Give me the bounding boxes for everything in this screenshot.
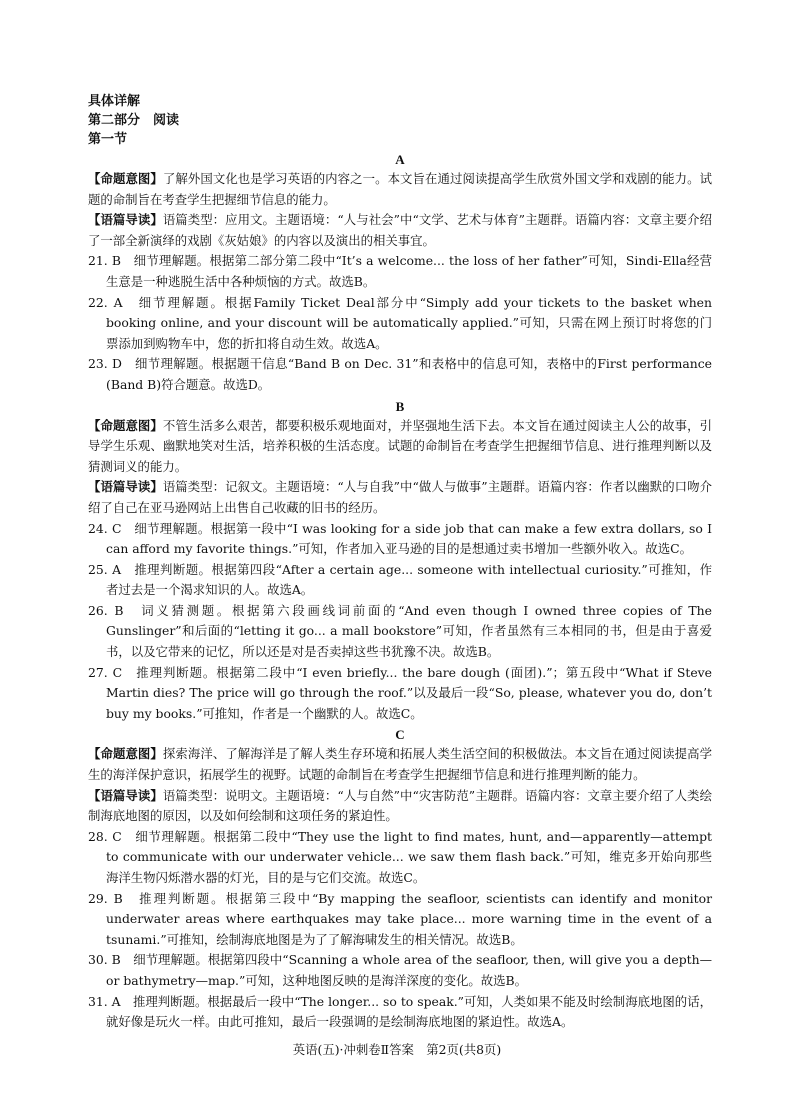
heading: 具体详解 [88,94,141,109]
intent-paragraph [88,416,712,478]
answer-item: 23. D 细节理解题。根据题干信息“Band B on Dec. 31”和表格中的信息可知，表格中的First performance (Band B)符合题意。故选D。 [88,356,712,392]
answer-item: 30. B 细节理解题。根据第四段中“Scanning a whole area of the seafloor, then, will give you a depth—or bathymetry—map.”可知，这种地图反映的是海洋深度的变化。故选B。 [88,952,712,988]
answer-item: 25. A 推理判断题。根据第四段“After a certain age... someone with intellectual curiosity.”可推知，作者过去是一个渴求知识的人。故选A。 [88,561,712,598]
intent-paragraph [88,169,712,210]
answer-item: 22. A 细节理解题。根据Family Ticket Deal部分中“Simply add your tickets to the basket when booking online, and your discount will be automatically applied.”可知，只需在网上预订时将您的门票添加到购物车中，您的折扣将自动生效。故选A。 [88,294,712,351]
section-title: 第一节 [88,132,128,147]
guide-tag: 【语篇导读】 [88,787,163,803]
answer-item: 24. C 细节理解题。根据第一段中“I was looking for a side job that can make a few extra dollars, so I can afford my favorite things.”可知，作者加入亚马逊的目的是想通过卖书增加一些额外收入。故选C。 [88,520,712,557]
intent-tag: 【命题意图】 [88,417,163,433]
intent-text: 了解外国文化也是学习英语的内容之一。本文旨在通过阅读提高学生欣赏外国文学和戏剧的能力。试题的命制旨在考查学生把握细节信息的能力。 [88,171,713,207]
intent-paragraph [88,744,712,785]
intent-text: 探索海洋、了解海洋是了解人类生存环境和拓展人类生活空间的积极做法。本文旨在通过阅读提高学生的海洋保护意识，拓展学生的视野。试题的命制旨在考查学生把握细节信息和进行推理判断的能力。 [88,746,713,783]
answer-item: 31. A 推理判断题。根据最后一段中“The longer... so to speak.”可知，人类如果不能及时绘制海底地图的话，就好像是玩火一样。由此可推知，最后一段强调的是绘制海底地图的紧迫性。故选A。 [88,993,712,1030]
guide-paragraph [88,786,712,827]
intent-tag: 【命题意图】 [88,171,163,186]
answer-item: 28. C 细节理解题。根据第二段中“They use the light to find mates, hunt, and—apparently—attempt to communicate with our underwater vehicle... we saw them flash back.”可知，维克多开始向那些海洋生物闪烁潜水器的灯光，目的是与它们交流。故选C。 [88,828,712,885]
answer-item: 27. C 推理判断题。根据第二段中“I even briefly... the bare dough (面团).”；第五段中“What if Steve Martin dies? The price will go through the roof.”以及最后一段“So, please, whatever you do, don’t buy my books.”可推知，作者是一个幽默的人。故选C。 [88,664,712,721]
passage-letter: B [395,398,405,414]
guide-text: 语篇类型：记叙文。主题语境：“人与自我”中“做人与做事”主题群。语篇内容：作者以幽默的口吻介绍了自己在亚马逊网站上出售自己收藏的旧书的经历。 [88,479,713,515]
passage-a [88,150,712,396]
passage-letter: C [395,727,405,743]
answer-item: 26. B 词义猜测题。根据第六段画线词前面的“And even though I owned three copies of The Gunslinger”和后面的“letting it go... a mall bookstore”可知，作者虽然有三本相同的书，但是由于喜爱书，以及它带来的记忆，所以还是对是否卖掉这些书犹豫不决。故选B。 [88,602,712,660]
answer-item: 29. B 推理判断题。根据第三段中“By mapping the seafloor, scientists can identify and monitor underwater areas where earthquakes may take place... more warning time in the event of a tsunami.”可推知，绘制海底地图是为了了解海啸发生的相关情况。故选B。 [88,890,712,947]
answer-item: 21. B 细节理解题。根据第二部分第二段中“It’s a welcome... the loss of her father”可知，Sindi-Ella经营生意是一种逃脱生活中各种烦恼的方式。故选B。 [88,253,712,289]
guide-tag: 【语篇导读】 [88,212,163,228]
passage-c [88,725,712,1032]
passage-b [88,397,712,725]
intent-text: 不管生活多么艰苦，都要积极乐观地面对，并坚强地生活下去。本文旨在通过阅读主人公的故事，引导学生乐观、幽默地笑对生活，培养积极的生活态度。试题的命制旨在考查学生把握细节信息、进行推理判断以及猜测词义的能力。 [88,417,713,474]
guide-text: 语篇类型：说明文。主题语境：“人与自然”中“灾害防范”主题群。语篇内容：文章主要介绍了人类绘制海底地图的原因，以及如何绘制和这项任务的紧迫性。 [88,787,713,824]
intent-tag: 【命题意图】 [88,746,163,762]
passage-letter: A [395,152,405,167]
answer-page [88,92,712,1033]
guide-text: 语篇类型：应用文。主题语境：“人与社会”中“文学、艺术与体育”主题群。语篇内容：文章主要介绍了一部全新演绎的戏剧《灰姑娘》的内容以及演出的相关事宜。 [88,212,713,248]
part-title: 第二部分 阅读 [88,113,180,128]
guide-paragraph [88,210,712,251]
guide-tag: 【语篇导读】 [88,479,163,495]
page-footer: 英语(五)·冲刺卷Ⅱ答案 第2页(共8页) [292,1042,502,1057]
guide-paragraph [88,477,712,518]
